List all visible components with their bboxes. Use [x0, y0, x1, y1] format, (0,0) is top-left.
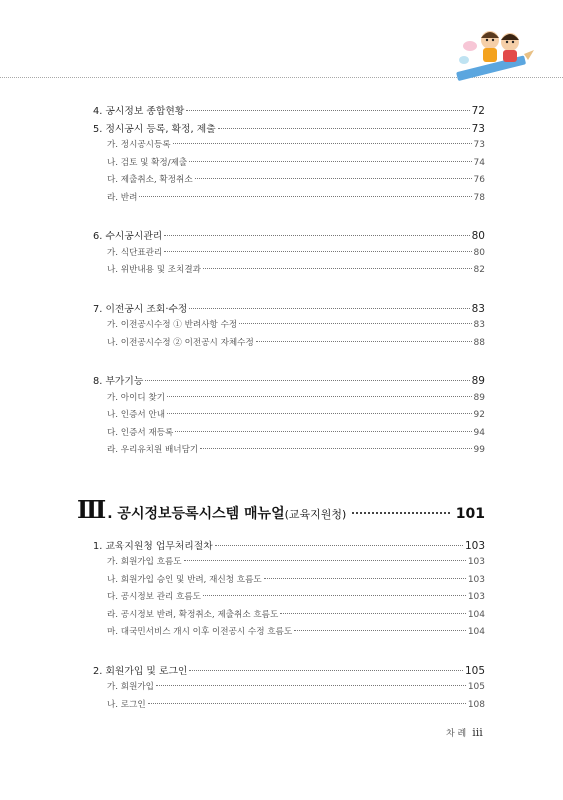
- toc-subsection-entry[interactable]: [93, 555, 485, 573]
- toc-subsection-entry[interactable]: [93, 408, 485, 426]
- toc-entry-page-number: 103: [467, 574, 485, 585]
- toc-entry-page-number: 94: [473, 427, 485, 438]
- section-spacer: [93, 208, 485, 228]
- toc-entry-title: 5. 정시공시 등록, 확정, 제출: [93, 123, 216, 135]
- section-spacer: [93, 643, 485, 663]
- section-spacer: [93, 353, 485, 373]
- toc-entry-page-number: 103: [464, 539, 485, 552]
- toc-entry-title: 나. 로그인: [107, 699, 146, 710]
- toc-entry-title: 가. 식단표관리: [107, 247, 163, 258]
- toc-section-entry[interactable]: [93, 373, 485, 391]
- toc-entry-title: 마. 대국민서비스 개시 이후 이전공시 수정 흐름도: [107, 627, 293, 637]
- toc-entry-page-number: 82: [473, 265, 485, 275]
- section-spacer: [93, 461, 485, 481]
- toc-subsection-entry[interactable]: [93, 590, 485, 608]
- dot-leader: [139, 196, 471, 197]
- toc-subsection-entry[interactable]: [93, 426, 485, 444]
- dot-leader: [167, 413, 472, 414]
- dot-leader: [173, 143, 472, 144]
- toc-entry-page-number: 104: [467, 627, 485, 637]
- toc-section-entry[interactable]: [93, 663, 485, 681]
- toc-subsection-entry[interactable]: [93, 443, 485, 461]
- dot-leader: [218, 128, 470, 129]
- toc-entry-page-number: 104: [467, 609, 485, 620]
- dot-leader: [294, 630, 466, 631]
- toc-subsection-entry[interactable]: [93, 156, 485, 174]
- part-title: . 공시정보등록시스템 매뉴얼(교육지원청): [107, 505, 347, 522]
- toc-entry-title: 4. 공시정보 종합현황: [93, 106, 185, 117]
- toc-section-entry[interactable]: [93, 538, 485, 556]
- toc-entry-page-number: 89: [473, 392, 485, 403]
- dot-leader: [200, 448, 471, 449]
- toc-entry-page-number: 103: [467, 557, 485, 567]
- toc-entry-title: 가. 정시공시등록: [107, 140, 171, 150]
- dot-leader: [186, 110, 469, 111]
- toc-entry-title: 8. 부가기능: [93, 376, 144, 387]
- toc-entry-title: 6. 수시공시관리: [93, 231, 163, 242]
- toc-entry-page-number: 103: [467, 592, 485, 602]
- part-heading[interactable]: [77, 495, 485, 524]
- dot-leader: [145, 380, 469, 381]
- toc-subsection-entry[interactable]: [93, 573, 485, 591]
- toc-entry-page-number: 72: [471, 105, 485, 117]
- toc-section-entry[interactable]: [93, 103, 485, 121]
- dot-leader: [280, 613, 466, 614]
- part-page-number: 101: [455, 505, 485, 522]
- dot-leader: [156, 685, 466, 686]
- toc-entry-title: 다. 제출취소, 확정취소: [107, 175, 193, 185]
- dot-leader: [164, 235, 469, 236]
- toc-entry-title: 라. 공시정보 반려, 확정취소, 제출취소 흐름도: [107, 609, 279, 620]
- toc-section-entry[interactable]: [93, 228, 485, 246]
- dot-leader: [203, 268, 472, 269]
- toc-entry-title: 다. 공시정보 관리 흐름도: [107, 592, 201, 602]
- toc-entry-title: 나. 위반내용 및 조치결과: [107, 265, 201, 275]
- dot-leader: [164, 251, 471, 252]
- toc-section-entry[interactable]: [93, 301, 485, 319]
- toc-entry-page-number: 74: [473, 157, 485, 168]
- toc-entry-title: 2. 회원가입 및 로그인: [93, 665, 188, 677]
- dot-leader: [189, 308, 469, 309]
- dot-leader: [195, 178, 472, 179]
- toc-entry-page-number: 83: [471, 302, 485, 315]
- toc-subsection-entry[interactable]: [93, 391, 485, 409]
- toc-entry-page-number: 83: [473, 320, 485, 330]
- dot-leader: [256, 341, 472, 342]
- toc-entry-title: 라. 반려: [107, 192, 138, 203]
- toc-entry-page-number: 73: [471, 122, 485, 135]
- toc-entry-page-number: 78: [473, 192, 485, 203]
- children-on-pencil-illustration: [450, 20, 534, 84]
- toc-entry-page-number: 80: [473, 247, 485, 258]
- toc-entry-page-number: 105: [464, 664, 485, 677]
- toc-entry-title: 가. 아이디 찾기: [107, 392, 166, 403]
- toc-entry-page-number: 99: [473, 445, 485, 455]
- toc-entry-page-number: 92: [473, 410, 485, 420]
- toc-entry-title: 가. 회원가입: [107, 682, 154, 692]
- dot-leader: [189, 670, 463, 671]
- toc-entry-page-number: 89: [471, 375, 485, 387]
- toc-entry-title: 라. 우리유치원 배너담기: [107, 445, 199, 455]
- dot-leader: [215, 545, 463, 546]
- toc-subsection-entry[interactable]: [93, 318, 485, 336]
- toc-entry-page-number: 73: [473, 140, 485, 150]
- dot-leader: [167, 396, 472, 397]
- toc-section-entry[interactable]: [93, 121, 485, 139]
- table-of-contents: [77, 103, 485, 715]
- toc-subsection-entry[interactable]: [93, 246, 485, 264]
- page-footer: [446, 726, 483, 739]
- dot-leader: [189, 161, 471, 162]
- toc-subsection-entry[interactable]: [93, 680, 485, 698]
- toc-subsection-entry[interactable]: [93, 336, 485, 354]
- toc-subsection-entry[interactable]: [93, 191, 485, 209]
- dot-leader: [184, 560, 466, 561]
- toc-entry-title: 나. 이전공시수정 ② 이전공시 자체수정: [107, 337, 254, 348]
- toc-entry-title: 나. 인증서 안내: [107, 410, 166, 420]
- part-subtitle: (교육지원청): [284, 507, 347, 521]
- toc-entry-title: 나. 회원가입 승인 및 반려, 재신청 흐름도: [107, 574, 262, 585]
- toc-entry-page-number: 88: [473, 337, 485, 348]
- toc-entry-title: 가. 이전공시수정 ① 반려사항 수정: [107, 320, 238, 330]
- dot-leader: [175, 431, 471, 432]
- toc-entry-page-number: 76: [473, 175, 485, 185]
- toc-subsection-entry[interactable]: [93, 608, 485, 626]
- section-spacer: [93, 281, 485, 301]
- part-roman-numeral: Ⅲ: [77, 494, 106, 524]
- dot-leader: [352, 512, 449, 514]
- dot-leader: [148, 703, 466, 704]
- toc-entry-title: 나. 검토 및 확정/제출: [107, 157, 188, 168]
- dot-leader: [264, 578, 466, 579]
- toc-entry-title: 1. 교육지원청 업무처리절차: [93, 540, 213, 552]
- toc-subsection-entry[interactable]: [93, 138, 485, 156]
- toc-entry-page-number: 108: [467, 699, 485, 710]
- toc-entry-title: 다. 인증서 재등록: [107, 427, 174, 438]
- toc-subsection-entry[interactable]: [93, 173, 485, 191]
- toc-entry-title: 가. 회원가입 흐름도: [107, 557, 182, 567]
- footer-label: 차 례: [446, 729, 467, 739]
- dot-leader: [203, 595, 466, 596]
- toc-entry-page-number: 105: [467, 682, 485, 692]
- toc-entry-title: 7. 이전공시 조회·수정: [93, 303, 188, 315]
- dot-leader: [239, 323, 471, 324]
- toc-subsection-entry[interactable]: [93, 625, 485, 643]
- footer-page-number: iii: [472, 726, 483, 739]
- toc-subsection-entry[interactable]: [93, 698, 485, 716]
- toc-entry-page-number: 80: [471, 230, 485, 242]
- toc-subsection-entry[interactable]: [93, 263, 485, 281]
